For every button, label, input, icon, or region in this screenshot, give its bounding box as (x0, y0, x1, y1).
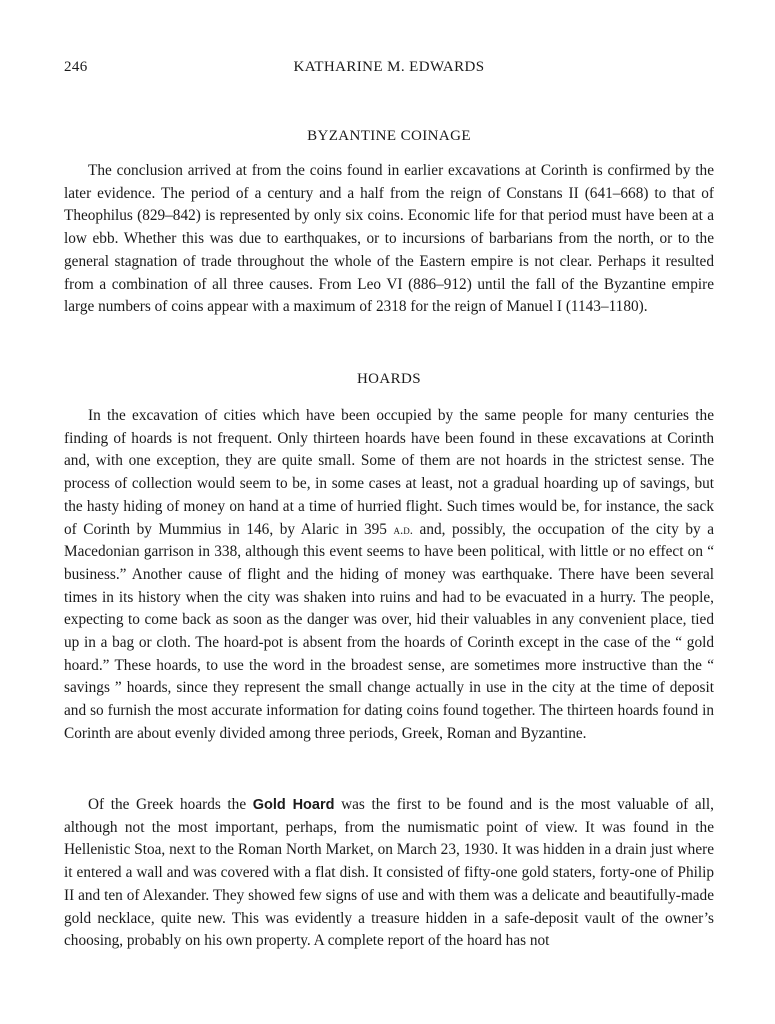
running-title: KATHARINE M. EDWARDS (293, 59, 485, 75)
hoards-text-part-2: and, possibly, the occupation of the city by a Macedonian garrison in 338, although this event seems to have been political, with little or no effect on “ business.” Another cause of flight and the hiding of money was earthquake. There have been several times in its history when the city was shaken into ruins and had to be evacuated in a hurry. The people, expecting to come back as soon as the danger was over, hid their valuables in any convenient place, tied up in a bag or cloth. The hoard-pot is absent from the hoards of Corinth except in the case of the “ gold hoard.” These hoards, to use the word in the broadest sense, are sometimes more instructive than the “ savings ” hoards, since they represent the small change actually in use in the city at the time of deposit and so furnish the most accurate information for dating coins found together. The thirteen hoards found in Corinth are about evenly divided among three periods, Greek, Roman and Byzantine. (64, 520, 714, 742)
paragraph-hoards (64, 405, 714, 746)
document-page (64, 0, 714, 1024)
gold-hoard-lead: Of the Greek hoards the (88, 796, 253, 813)
section-heading-byzantine-coinage: BYZANTINE COINAGE (307, 128, 471, 144)
page-number: 246 (64, 59, 88, 75)
running-head (64, 59, 714, 81)
paragraph-gold-hoard (64, 794, 714, 953)
era-abbreviation: a.d. (393, 521, 413, 537)
hoards-text-part-1: In the excavation of cities which have been occupied by the same people for many centuries the finding of hoards is not frequent. Only thirteen hoards have been found in these excavations at Corinth and, with one exception, they are quite small. Some of them are not hoards in the strictest sense. The process of collection would seem to be, in some cases at least, not a gradual hoarding up of savings, but the hasty hiding of money on hand at a time of hurried flight. Such times would be, for instance, the sack of Corinth by Mummius in 146, by Alaric in 395 (64, 407, 714, 538)
section-heading-hoards: HOARDS (356, 371, 422, 387)
paragraph-byzantine-coinage: The conclusion arrived at from the coins found in earlier excavations at Corinth is confirmed by the later evidence. The period of a century and a half from the reign of Constans II (641–668) to that of Theophilus (829–842) is represented by only six coins. Economic life for that period must have been at a low ebb. Whether this was due to earthquakes, or to incursions of barbarians from the north, or to the general stagnation of trade throughout the whole of the Eastern empire is not clear. Perhaps it resulted from a combination of all three causes. From Leo VI (886–912) until the fall of the Byzantine empire large numbers of coins appear with a maximum of 2318 for the reign of Manuel I (1143–1180). (64, 162, 714, 316)
gold-hoard-text: was the first to be found and is the most valuable of all, although not the most important, perhaps, from the numismatic point of view. It was found in the Hellenistic Stoa, next to the Roman North Market, on March 23, 1930. It was hidden in a drain just where it entered a wall and was covered with a flat dish. It consisted of fifty-one gold staters, forty-one of Philip II and ten of Alexander. They showed few signs of use and with them was a delicate and beautifully-made gold necklace, quite new. This was evidently a treasure hidden in a safe-deposit vault of the owner’s choosing, probably on his own property. A complete report of the hoard has not (64, 796, 714, 950)
gold-hoard-term: Gold Hoard (252, 797, 335, 813)
